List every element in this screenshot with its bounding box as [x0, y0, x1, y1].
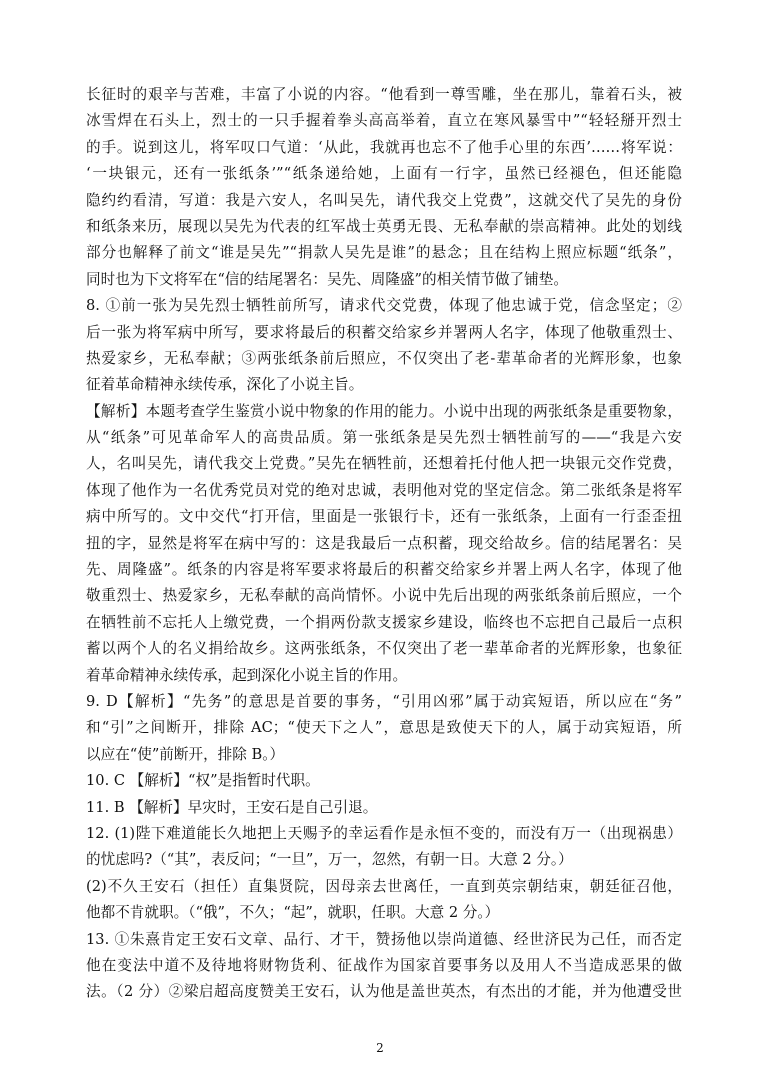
text-line: 先、周隆盛”。纸条的内容是将军要求将最后的积蓄交给家乡并署上两人名字，体现了他 — [86, 561, 682, 579]
text-line: 同时也为下文将军在“信的结尾署名：吴先、周隆盛”的相关情节做了铺垫。 — [86, 270, 568, 288]
text-line: 【解析】本题考查学生鉴赏小说中物象的作用的能力。小说中出现的两张纸条是重要物象， — [86, 402, 682, 420]
text-line: 8. ①前一张为吴先烈士牺牲前所写，请求代交党费，体现了他忠诚于党，信念坚定；② — [86, 297, 682, 315]
text-line: ‘一块银元，还有一张纸条’”“纸条递给她，上面有一行字，虽然已经褪色，但还能隐 — [86, 165, 682, 183]
text-line: 扭的字，显然是将军在病中写的：这是我最后一点积蓄，现交给故乡。信的结尾署名：吴 — [86, 534, 682, 552]
text-line: 的手。说到这儿，将军叹口气道：‘从此，我就再也忘不了他手心里的东西’……将军说： — [86, 138, 682, 156]
text-line: 他在变法中道不及待地将财物货利、征战作为国家首要事务以及用人不当造成恶果的做 — [86, 956, 682, 974]
text-line: 征着革命精神永续传承，深化了小说主旨。 — [86, 376, 364, 394]
text-line: 以应在“使”前断开，排除 B。） — [86, 745, 285, 763]
text-line: 热爱家乡，无私奉献；③两张纸条前后照应，不仅突出了老-辈革命者的光辉形象，也象 — [86, 349, 682, 367]
text-line: 法。（2 分）②梁启超高度赞美王安石，认为他是盖世英杰，有杰出的才能，并为他遭受世 — [86, 983, 682, 1001]
text-line: 冰雪焊在石头上，烈士的一只手握着拳头高高举着，直立在寒风暴雪中”“轻轻掰开烈士 — [86, 112, 682, 130]
text-line: 13. ①朱熹肯定王安石文章、品行、才干，赞扬他以崇尚道德、经世济民为己任，而否定 — [86, 930, 682, 948]
text-line: 他都不肯就职。（“俄”，不久；“起”，就职，任职。大意 2 分。） — [86, 904, 500, 922]
text-line: 蓄以两个人的名义捐给故乡。这两张纸条，不仅突出了老一辈革命者的光辉形象，也象征 — [86, 640, 682, 658]
text-line: 11. B 【解析】早灾时，王安石是自己引退。 — [86, 798, 378, 816]
text-line: 人，名叫吴先，请代我交上党费。”吴先在牺牲前，还想着托付他人把一块银元交作党费， — [86, 455, 682, 473]
text-line: 长征时的艰辛与苦难，丰富了小说的内容。“他看到一尊雪雕，坐在那儿，靠着石头，被 — [86, 86, 682, 103]
text-line: 后一张为将军病中所写，要求将最后的积蓄交给家乡并署两人名字，体现了他敬重烈士、 — [86, 323, 682, 341]
text-line: 和纸条来历，展现以吴先为代表的红军战士英勇无畏、无私奉献的崇高精神。此处的划线 — [86, 217, 682, 235]
text-line: 病中所写的。文中交代“打开信，里面是一张银行卡，还有一张纸条，上面有一行歪歪扭 — [86, 508, 682, 526]
text-line: (2)不久王安石（担任）直集贤院，因母亲去世离任，一直到英宗朝结束，朝廷征召他， — [86, 877, 682, 895]
text-line: 体现了他作为一名优秀党员对党的绝对忠诚，表明他对党的坚定信念。第二张纸条是将军 — [86, 481, 682, 499]
text-line: 10. C 【解析】“权”是指暂时代职。 — [86, 772, 320, 790]
text-line: 着革命精神永续传承，起到深化小说主旨的作用。 — [86, 666, 408, 684]
text-line: 隐约约看清，写道：我是六安人，名叫吴先，请代我交上党费”，这就交代了吴先的身份 — [86, 191, 682, 209]
text-line: 部分也解释了前文“谁是吴先”“捐款人吴先是谁”的悬念；且在结构上照应标题“纸条”， — [86, 244, 682, 262]
text-line: 9. D【解析】“先务”的意思是首要的事务，“引用凶邪”属于动宾短语，所以应在“务” — [86, 692, 682, 710]
text-line: 敬重烈士、热爱家乡，无私奉献的高尚情怀。小说中先后出现的两张纸条前后照应，一个 — [86, 587, 682, 605]
text-line: 从“纸条”可见革命军人的高贵品质。第一张纸条是吴先烈士牺牲前写的——“我是六安 — [86, 429, 682, 447]
document-body — [86, 82, 682, 1006]
text-line: 12. (1)陛下难道能长久地把上天赐予的幸运看作是永恒不变的，而没有万一（出现祸患） — [86, 824, 682, 842]
page-number: 2 — [376, 1041, 384, 1055]
text-line: 在牺牲前不忘托人上缴党费，一个捐两份款支援家乡建设，临终也不忘把自己最后一点积 — [86, 613, 682, 631]
text-line: 和“引”之间断开，排除 AC；“使天下之人”，意思是致使天下的人，属于动宾短语，所 — [86, 719, 682, 737]
text-line: 的忧虑吗?（“其”，表反问；“一旦”，万一，忽然，有朝一日。大意 2 分。） — [86, 851, 573, 869]
